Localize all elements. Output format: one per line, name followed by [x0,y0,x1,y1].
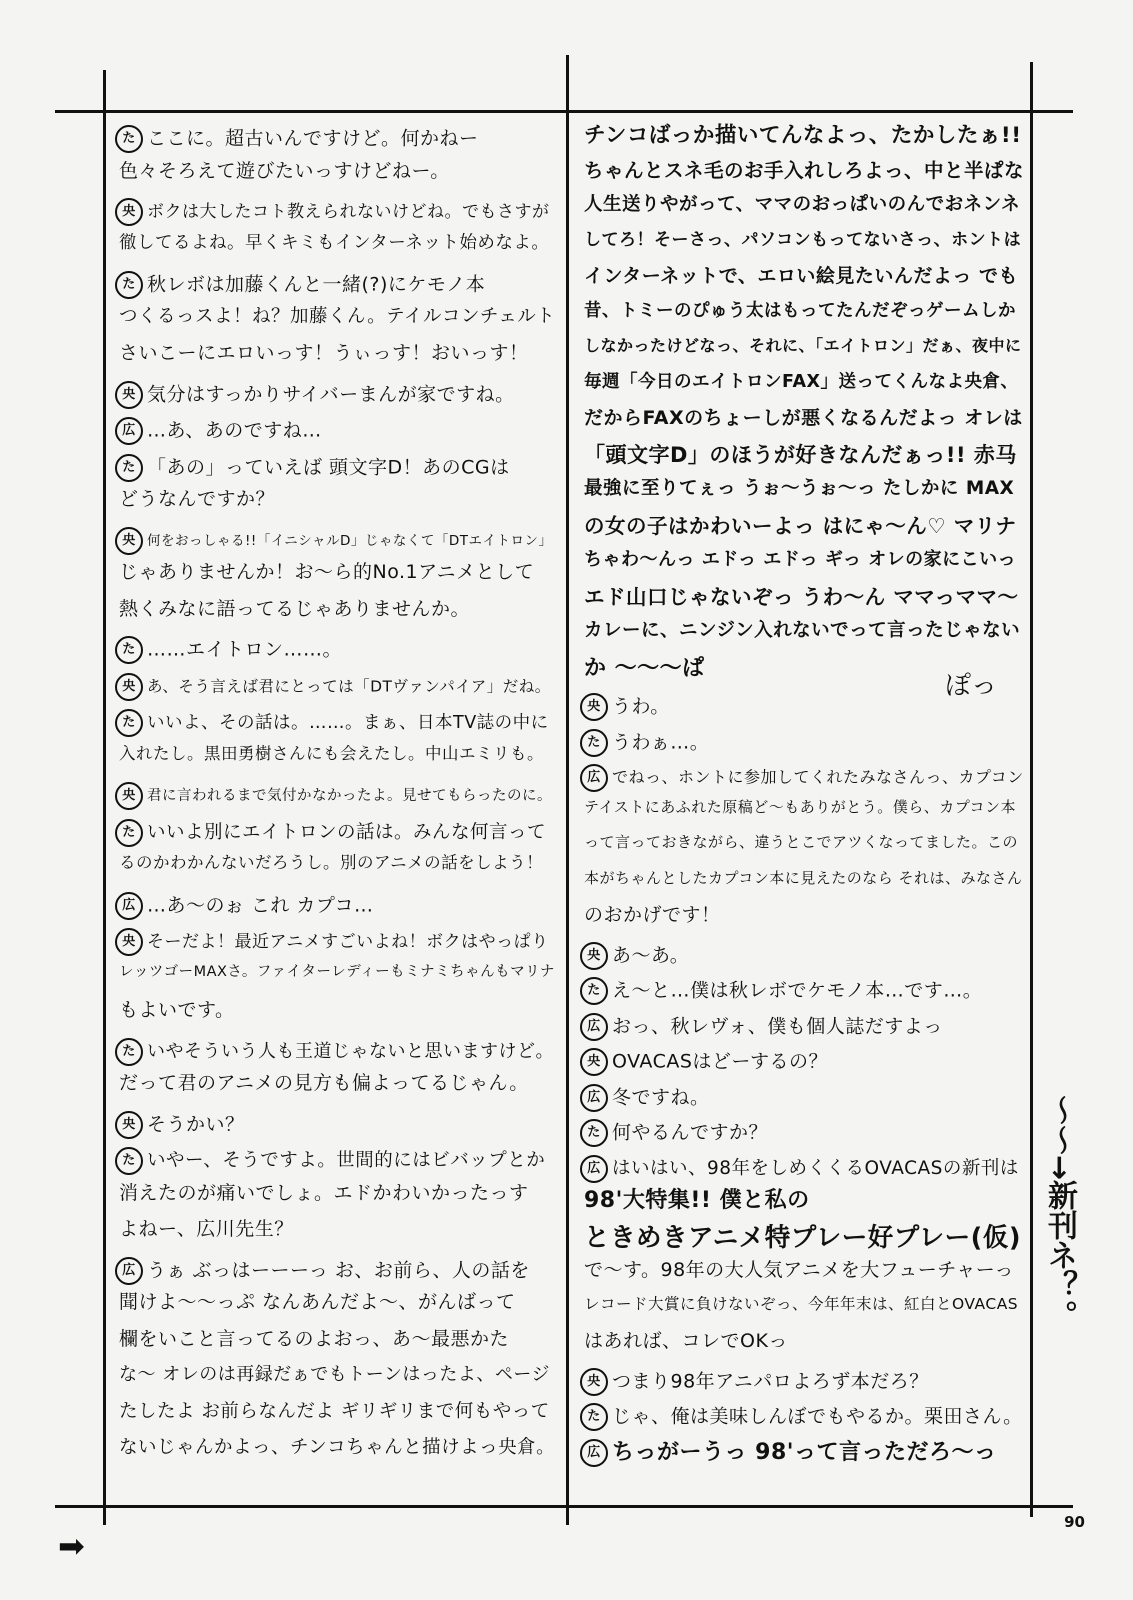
speaker-mark: 広 [115,1257,143,1285]
dialogue-line [115,381,515,409]
dialogue-text: の女の子はかわいーよっ はにゃ～ん♡ マリナ [584,513,1017,538]
dialogue-line [115,125,479,153]
dialogue-text: …あ、あのですね… [147,419,322,442]
dialogue-text: おっ、秋レヴォ、僕も個人誌だすよっ [612,1015,943,1037]
dialogue-text: レコード大賞に負けないぞっ、今年年末は、紅白とOVACAS [584,1294,1019,1313]
dialogue-text: のおかげです！ [584,904,721,926]
dialogue-line [115,159,450,182]
dialogue-line [580,1190,810,1212]
dialogue-text: 君に言われるまで気付かなかったよ。見せてもらったのに。 [147,788,552,804]
dialogue-text: よねー、広川先生？ [119,1218,294,1240]
next-page-arrow-icon: ➡ [58,1527,85,1565]
dialogue-line [580,584,1019,609]
speaker-mark: 央 [115,673,143,701]
dialogue-line [115,1293,516,1312]
dialogue-text: 欄をいこと言ってるのよおっ、あ～最悪かた [119,1327,510,1350]
dialogue-line [580,1368,929,1396]
dialogue-line [580,267,1018,286]
dialogue-text: しなかったけどなっ、それに、「エイトロン」だぁ、夜中に [584,336,1022,355]
speaker-mark: た [115,636,143,664]
dialogue-text: ちゃんとスネ毛のお手入れしろよっ、中と半ぱな [584,158,1025,182]
speaker-mark: 広 [580,764,608,792]
dialogue-text: え～と…僕は秋レボでケモノ本…です…。 [612,979,983,1002]
dialogue-line [580,1261,1014,1280]
dialogue-text: 徹してるよね。早くキミもインターネット始めなよ。 [119,232,550,253]
dialogue-line [115,673,551,701]
right-rule [1030,62,1033,1517]
dialogue-line [115,527,553,555]
dialogue-text: うぁ ぶっはーーーっ お、お前ら、人の話を [147,1259,530,1281]
dialogue-text: 昔、トミーのぴゅう太はもってたんだぞっゲームしか [584,300,1016,321]
page-number: 90 [1064,1513,1085,1531]
dialogue-line [115,1181,529,1204]
dialogue-text: って言っておきながら、違うとこでアツくなってました。この [584,833,1019,851]
dialogue-text: インターネットで、エロい絵見たいんだよっ でも [584,265,1019,287]
dialogue-text: 最強に至りてぇっ うぉ～うぉ～っ たしかに MAX [584,478,1015,499]
dialogue-line [580,551,1016,569]
dialogue-text: はいはい、98年をしめくくるOVACASの新刊は [612,1157,1019,1179]
dialogue-text: テイストにあふれた原稿ど～もありがとう。僕ら、カプコン本 [584,797,1017,816]
dialogue-text: か ～～～ぱ [584,655,705,681]
dialogue-line [115,597,471,620]
speaker-mark: 広 [580,1439,608,1467]
dialogue-text: どうなんですか？ [119,488,276,510]
dialogue-line [580,1119,768,1147]
dialogue-text: ちっがーうっ 98'って言っただろ～っ [612,1439,997,1465]
dialogue-line [115,563,534,582]
dialogue-line [580,868,1023,887]
speaker-mark: 央 [580,1048,608,1076]
speaker-mark: 央 [115,198,143,226]
dialogue-text: 聞けよ～～っぷ なんあんだよ～、がんばって [119,1291,516,1313]
speaker-mark: 広 [580,1155,608,1183]
dialogue-line [580,655,705,681]
dialogue-text: そーだよ！最近アニメすごいよね！ボクはやっぱり [147,932,549,952]
dialogue-line [580,1222,1021,1253]
dialogue-text: エド山口じゃないぞっ うわ～ん ママっママ～ [584,584,1019,609]
speaker-mark: 広 [115,892,143,920]
dialogue-line [115,198,550,226]
dialogue-text: いやー、そうですよ。世間的にはビバップとか [147,1150,546,1171]
speaker-mark: た [580,729,608,757]
dialogue-line [115,1147,545,1175]
dialogue-text: 色々そろえて遊びたいっすけどねー。 [119,159,450,182]
dialogue-text: ちゃわ～んっ エドっ エドっ ギっ オレの家にこいっ [584,549,1017,570]
dialogue-line [580,764,1024,792]
dialogue-line [115,1327,510,1350]
dialogue-line [115,1366,550,1384]
speaker-mark: た [580,1403,608,1431]
dialogue-text: あ、そう言えば君にとっては「DTヴァンパイア」だね。 [147,677,551,695]
dialogue-text: そうかい？ [147,1113,245,1135]
dialogue-text: だからFAXのちょーしが悪くなるんだよっ オレは [584,407,1023,429]
dialogue-line [115,1220,294,1239]
bottom-rule [55,1505,1073,1508]
dialogue-line [115,1111,245,1139]
dialogue-line [115,819,546,847]
dialogue-text: うわ。 [612,695,670,718]
dialogue-text: レッツゴーMAXさ。ファイターレディーもミナミちゃんもマリナ [119,963,555,980]
dialogue-line [115,490,275,509]
dialogue-line [580,835,1018,850]
dialogue-text: ないじゃんかよっ、チンコちゃんと描けよっ央倉。 [119,1437,556,1458]
dialogue-line [115,928,549,956]
dialogue-text: 熱くみなに語ってるじゃありませんか。 [119,597,471,620]
dialogue-text: いいよ、その話は。……。まぁ、日本TV誌の中に [147,713,549,733]
dialogue-text: だって君のアニメの見方も偏よってるじゃん。 [119,1072,529,1094]
speaker-mark: た [580,977,608,1005]
dialogue-text: つくるっスよ！ね？加藤くん。テイルコンチェルト [119,305,556,327]
dialogue-line [580,125,1022,147]
speaker-mark: た [115,709,143,737]
dialogue-line [580,409,1023,428]
dialogue-line [580,1403,1023,1431]
dialogue-text: 何をおっしゃる!!「イニシャルD」じゃなくて「DTエイトロン」 [147,532,553,549]
dialogue-text: 入れたし。黒田勇樹さんにも会えたし。中山エミリも。 [119,743,544,763]
dialogue-text: 「頭文字D」のほうが好きなんだぁっ!! 赤马 [584,442,1017,467]
dialogue-text: 本がちゃんとしたカプコン本に見えたのなら それは、みなさん [584,868,1023,887]
speaker-mark: 広 [580,1084,608,1112]
dialogue-line [115,1038,554,1066]
speaker-mark: 央 [115,527,143,555]
dialogue-text: 気分はすっかりサイバーまんが家ですね。 [147,383,515,405]
speaker-mark: 央 [115,381,143,409]
dialogue-line [580,797,1017,816]
dialogue-text: ときめきアニメ特プレー好プレー(仮) [584,1222,1021,1253]
dialogue-line [580,300,1016,321]
dialogue-text: OVACASはどーするの？ [612,1050,828,1073]
dialogue-line [115,965,555,980]
speaker-mark: た [115,125,143,153]
dialogue-text: じゃ、俺は美味しんぼでもやるか。栗田さん。 [612,1405,1023,1428]
dialogue-line [115,1400,550,1422]
dialogue-text: あ～あ。 [612,944,690,966]
dialogue-line [115,232,550,253]
side-annotation: ～～→新刊ネ？。 [1042,1095,1077,1331]
dialogue-line [115,271,485,299]
speaker-mark: 央 [580,1368,608,1396]
dialogue-line [115,1001,234,1020]
dialogue-line [580,371,1019,392]
dialogue-text: で～す。98年の大人気アニメを大フューチャーっ [584,1259,1014,1281]
dialogue-line [580,513,1017,538]
dialogue-line [580,1332,788,1351]
dialogue-line [580,729,709,757]
dialogue-line [580,1084,710,1112]
dialogue-text: カレーに、ニンジン入れないでって言ったじゃない [584,620,1021,641]
speaker-mark: た [115,271,143,299]
dialogue-text: 何やるんですか？ [612,1121,769,1144]
dialogue-text: ……エイトロン……。 [147,638,343,661]
dialogue-line [580,442,1017,467]
dialogue-text: 98'大特集!! 僕と私の [584,1188,810,1213]
dialogue-line [580,906,721,925]
dialogue-line [580,942,689,970]
dialogue-text: 秋レボは加藤くんと一緒(?)にケモノ本 [147,273,486,296]
doodle-sketch: ぽっ [945,671,998,701]
dialogue-line [115,782,552,810]
dialogue-line [580,1439,997,1467]
dialogue-line [115,1439,555,1458]
dialogue-line [115,709,549,737]
dialogue-line [580,196,1020,215]
dialogue-line [115,855,543,872]
dialogue-line [580,693,670,721]
dialogue-line [115,892,373,920]
dialogue-text: もよいです。 [119,999,235,1021]
dialogue-line [115,1074,529,1093]
dialogue-line [580,229,1022,250]
dialogue-text: チンコばっか描いてんなよっ、たかしたぁ!! [584,123,1022,148]
dialogue-line [580,338,1022,354]
dialogue-text: してろ！そーさっ、パソコンもってないさっ、ホントは [584,229,1022,250]
dialogue-line [580,480,1014,499]
dialogue-line [580,1294,1019,1313]
dialogue-text: たしたよ お前らなんだよ ギリギリまで何もやって [119,1400,550,1422]
dialogue-line [115,305,556,327]
speaker-mark: 央 [115,1111,143,1139]
dialogue-text: 毎週「今日のエイトロンFAX」送ってくんなよ央倉、 [584,371,1019,392]
speaker-mark: 央 [580,942,608,970]
left-rule [103,70,106,1525]
dialogue-text: ボクは大したコト教えられないけどね。でもさすが [147,202,550,222]
speaker-mark: 広 [580,1013,608,1041]
dialogue-text: はあれば、コレでOKっ [584,1330,788,1352]
speaker-mark: た [580,1119,608,1147]
dialogue-text: いいよ別にエイトロンの話は。みんな何言って [147,821,547,843]
top-rule [55,110,1073,113]
dialogue-text: でねっ、ホントに参加してくれたみなさんっ、カプコン [612,767,1024,787]
dialogue-text: るのかわかんないだろうし。別のアニメの話をしよう！ [119,853,544,872]
dialogue-line [115,743,544,763]
dialogue-line [580,158,1025,182]
dialogue-text: じゃありませんか！お～ら的No.1アニメとして [119,561,535,583]
dialogue-text: …あ～のぉ これ カプコ… [147,894,374,916]
dialogue-line [115,1257,530,1285]
dialogue-line [580,1155,1019,1183]
dialogue-text: 「あの」っていえば 頭文字D！あのCGは [147,456,510,478]
dialogue-text: な～ オレのは再録だぁでもトーンはったよ、ページ [119,1364,550,1385]
dialogue-text: いやそういう人も王道じゃないと思いますけど。 [147,1040,554,1062]
speaker-mark: た [115,819,143,847]
center-rule [566,55,569,1525]
speaker-mark: 央 [580,693,608,721]
dialogue-text: さいこーにエロいっす！うぃっす！おいっす！ [119,342,529,364]
speaker-mark: 広 [115,417,143,445]
speaker-mark: た [115,454,143,482]
speaker-mark: た [115,1147,143,1175]
dialogue-line [115,417,322,445]
dialogue-text: ここに。超古いんですけど。何かねー [147,127,479,150]
dialogue-line [115,636,342,664]
speaker-mark: た [115,1038,143,1066]
dialogue-line [580,1048,828,1076]
dialogue-text: つまり98年アニパロよろず本だろ？ [612,1370,929,1392]
dialogue-text: 人生送りやがって、ママのおっぱいのんでおネンネ [584,194,1021,215]
dialogue-text: 消えたのが痛いでしょ。エドかわいかったっす [119,1181,529,1204]
dialogue-line [580,1013,943,1041]
dialogue-text: うわぁ…。 [612,731,710,753]
dialogue-line [115,454,510,482]
speaker-mark: 央 [115,782,143,810]
dialogue-line [580,977,982,1005]
speaker-mark: 央 [115,928,143,956]
dialogue-text: 冬ですね。 [612,1086,710,1108]
dialogue-line [580,622,1020,641]
dialogue-line [115,344,529,363]
